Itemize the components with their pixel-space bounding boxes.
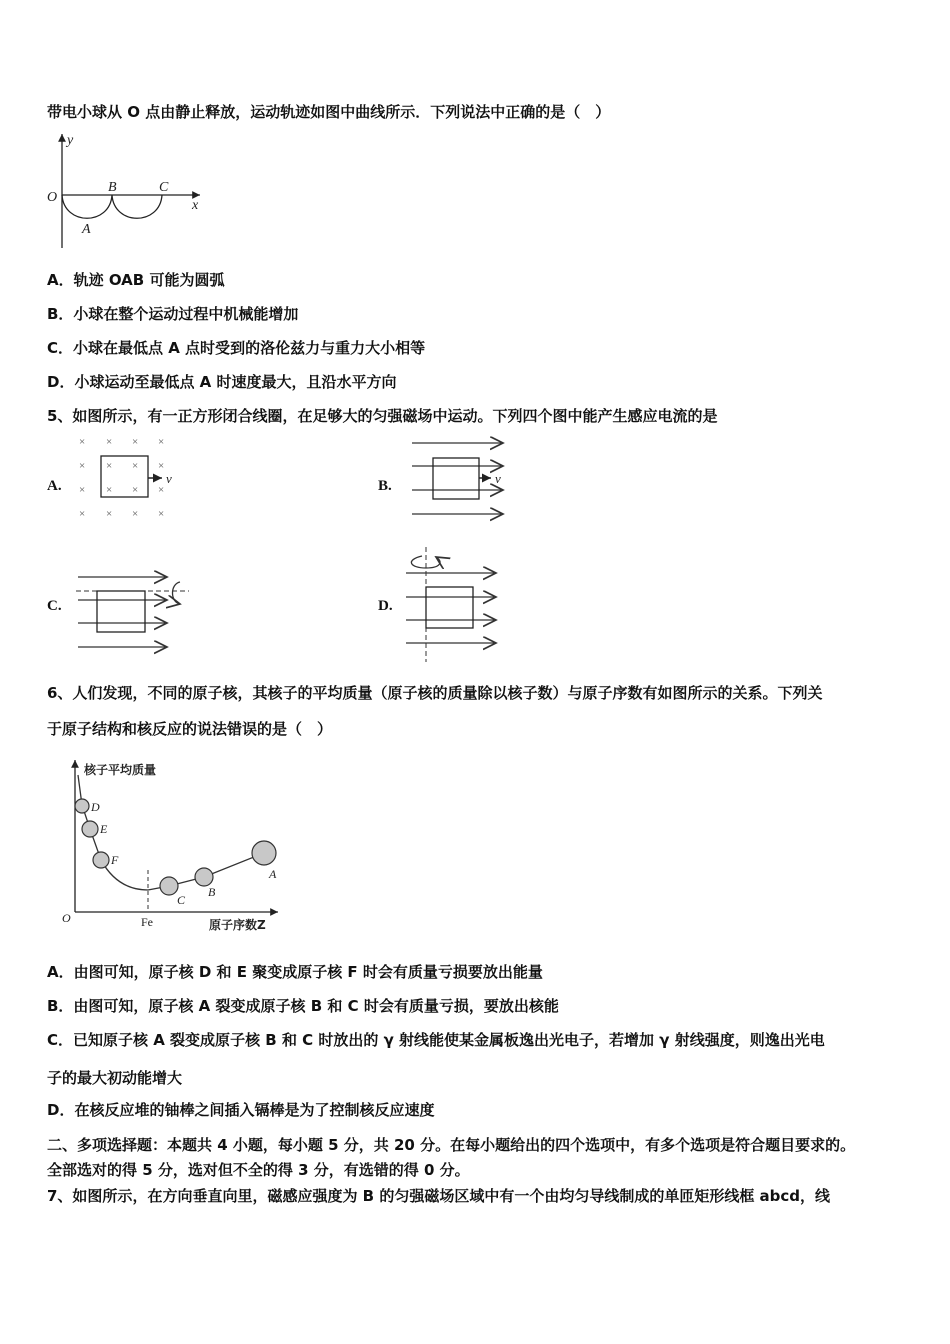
cross-mark: × bbox=[106, 508, 113, 520]
cross-mark: × bbox=[79, 508, 86, 520]
q4-option-b: B．小球在整个运动过程中机械能增加 bbox=[47, 305, 299, 323]
q5-stem: 5、如图所示，有一正方形闭合线圈，在足够大的匀强磁场中运动。下列四个图中能产生感应电流的是 bbox=[47, 407, 718, 425]
fe-label: Fe bbox=[141, 915, 153, 929]
label-c: C bbox=[177, 893, 186, 907]
y-label: y bbox=[67, 133, 74, 148]
velocity-label-b: v bbox=[495, 471, 501, 486]
origin-label: O bbox=[62, 911, 71, 925]
cross-mark: × bbox=[158, 436, 165, 448]
cross-mark: × bbox=[158, 484, 165, 496]
q4-option-a: A．轨迹 OAB 可能为圆弧 bbox=[47, 271, 225, 289]
nucleus-d bbox=[75, 799, 89, 813]
nucleus-c bbox=[160, 877, 178, 895]
q5-option-b-label: B. bbox=[378, 478, 392, 494]
point-a-label: A bbox=[82, 222, 91, 237]
point-c-label: C bbox=[159, 180, 169, 195]
q4-option-c: C．小球在最低点 A 点时受到的洛伦兹力与重力大小相等 bbox=[47, 339, 426, 357]
cross-mark: × bbox=[106, 436, 113, 448]
q6-option-c: C．已知原子核 A 裂变成原子核 B 和 C 时放出的 γ 射线能使某金属板逸出光电子，若增加 γ 射线强度，则逸出光电 bbox=[47, 1031, 825, 1049]
x-axis-label: 原子序数Z bbox=[209, 918, 266, 932]
cross-mark: × bbox=[79, 460, 86, 472]
label-a: A bbox=[269, 867, 277, 881]
nucleus-a bbox=[252, 841, 276, 865]
cross-mark: × bbox=[79, 436, 86, 448]
y-axis-label: 核子平均质量 bbox=[84, 763, 157, 777]
cross-mark: × bbox=[158, 460, 165, 472]
label-b: B bbox=[208, 885, 216, 899]
cross-mark: × bbox=[79, 484, 86, 496]
origin-label: O bbox=[47, 190, 58, 205]
q4-stem: 带电小球从 O 点由静止释放，运动轨迹如图中曲线所示．下列说法中正确的是（ ） bbox=[47, 103, 611, 121]
x-label: x bbox=[192, 198, 199, 213]
nucleus-b bbox=[195, 868, 213, 886]
cross-mark: × bbox=[132, 508, 139, 520]
cross-mark: × bbox=[132, 436, 139, 448]
q6-stem-line1: 6、人们发现，不同的原子核，其核子的平均质量（原子核的质量除以核子数）与原子序数有如图所示的关系。下列关 bbox=[47, 684, 823, 702]
section2-instructions-line1: 二、多项选择题：本题共 4 小题，每小题 5 分，共 20 分。在每小题给出的四个选项中，有多个选项是符合题目要求的。 bbox=[47, 1136, 856, 1154]
label-f: F bbox=[111, 853, 119, 867]
q5-option-c-label: C. bbox=[47, 598, 62, 614]
cross-mark: × bbox=[132, 460, 139, 472]
nucleus-e bbox=[82, 821, 98, 837]
q5-option-d-label: D. bbox=[378, 598, 393, 614]
label-d: D bbox=[91, 800, 100, 814]
q6-option-d: D．在核反应堆的铀棒之间插入镉棒是为了控制核反应速度 bbox=[47, 1101, 435, 1119]
q6-option-a: A．由图可知，原子核 D 和 E 聚变成原子核 F 时会有质量亏损要放出能量 bbox=[47, 963, 543, 981]
cross-mark: × bbox=[132, 484, 139, 496]
nucleus-f bbox=[93, 852, 109, 868]
label-e: E bbox=[100, 822, 108, 836]
q4-option-d: D．小球运动至最低点 A 时速度最大，且沿水平方向 bbox=[47, 373, 397, 391]
q6-option-c-cont: 子的最大初动能增大 bbox=[47, 1069, 183, 1087]
cross-mark: × bbox=[106, 460, 113, 472]
point-b-label: B bbox=[108, 180, 117, 195]
cross-mark: × bbox=[158, 508, 165, 520]
q6-option-b: B．由图可知，原子核 A 裂变成原子核 B 和 C 时会有质量亏损，要放出核能 bbox=[47, 997, 559, 1015]
velocity-label-a: v bbox=[166, 471, 172, 486]
q7-stem: 7、如图所示，在方向垂直向里，磁感应强度为 B 的匀强磁场区域中有一个由均匀导线制成的单匝矩形线框 abcd，线 bbox=[47, 1187, 831, 1205]
q5-option-a-label: A. bbox=[47, 478, 62, 494]
section2-instructions-line2: 全部选对的得 5 分，选对但不全的得 3 分，有选错的得 0 分。 bbox=[47, 1161, 470, 1179]
cross-mark: × bbox=[106, 484, 113, 496]
q6-stem-line2: 于原子结构和核反应的说法错误的是（ ） bbox=[47, 720, 333, 738]
